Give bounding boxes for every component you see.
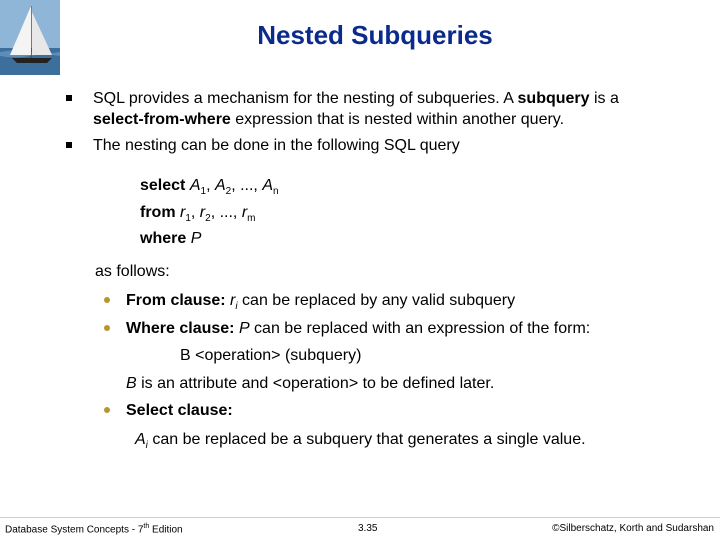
bullet1-text-c: expression that is nested within another query. xyxy=(230,111,565,128)
where-predicate: P xyxy=(190,230,202,248)
footer-page-number: 3.35 xyxy=(358,523,378,534)
round-bullet-icon xyxy=(104,297,110,303)
sql-select-line: select $A_1$, $A_2$, ..., $A_n$ xyxy=(140,177,279,198)
bullet2-text: The nesting can be done in the following SQL query xyxy=(93,137,460,154)
footer-book-edition: Edition xyxy=(149,524,183,536)
sql-query-block xyxy=(140,176,279,250)
footer-book-sup: th xyxy=(143,523,150,530)
footer-book-text: Database System Concepts - 7 xyxy=(5,524,144,536)
square-bullet-icon xyxy=(66,95,72,101)
bullet1-text-a: SQL provides a mechanism for the nesting of subqueries. A xyxy=(93,90,518,107)
select-from-where-term: select-from-where xyxy=(93,111,231,128)
operation-expression: B <operation> (subquery) xyxy=(180,347,362,364)
where-note-text: is an attribute and <operation> to be defined later. xyxy=(136,375,495,392)
from-clause-text: can be replaced by any valid subquery xyxy=(237,292,516,309)
select-clause-label: Select clause: xyxy=(126,402,233,419)
select-keyword: select xyxy=(140,177,186,194)
select-clause-var: A xyxy=(135,431,146,448)
where-clause-var: P xyxy=(238,320,250,337)
where-clause-text: can be replaced with an expression of the form: xyxy=(249,320,591,337)
round-bullet-icon xyxy=(104,325,110,331)
select-clause-item xyxy=(126,402,233,420)
sql-where-line xyxy=(140,229,279,250)
where-clause-label: Where clause: xyxy=(126,320,235,337)
where-note xyxy=(126,375,494,393)
square-bullet-icon xyxy=(66,142,72,148)
where-expression xyxy=(180,347,361,365)
from-clause-sub: i xyxy=(235,301,238,313)
as-follows-text: as follows: xyxy=(95,263,170,280)
select-clause-sub: i xyxy=(145,440,148,452)
from-clause-label: From clause: xyxy=(126,292,226,309)
select-clause-description xyxy=(135,431,586,451)
where-clause-item xyxy=(126,320,590,338)
from-keyword: from xyxy=(140,203,176,221)
slide-title: Nested Subqueries xyxy=(257,20,493,50)
footer-book-title xyxy=(5,523,183,535)
select-clause-text: can be replaced be a subquery that generates a single value. xyxy=(147,431,586,448)
footer-divider xyxy=(0,517,720,518)
bullet-text xyxy=(93,88,693,130)
footer-copyright: ©Silberschatz, Korth and Sudarshan xyxy=(552,523,714,534)
sql-from-line: from $r_1$, $r_2$, ..., $r_m$ xyxy=(140,203,256,224)
attribute-var: B xyxy=(126,375,137,392)
from-clause-var: r xyxy=(230,292,236,309)
where-keyword: where xyxy=(140,230,187,248)
round-bullet-icon xyxy=(104,407,110,413)
from-clause-item xyxy=(126,292,515,312)
subquery-term: subquery xyxy=(517,90,590,107)
bullet1-text-b: is a xyxy=(589,90,619,107)
